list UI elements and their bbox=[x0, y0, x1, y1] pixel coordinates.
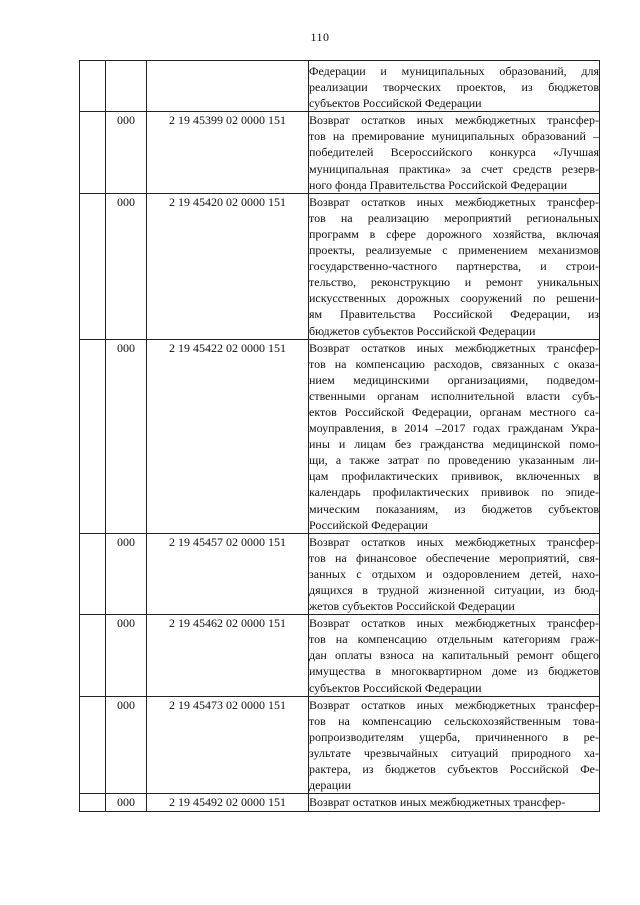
text-line: тов на компенсацию отдельным категориям граж- bbox=[309, 632, 599, 647]
text-line: тов на премирование муниципальных образований – bbox=[309, 129, 599, 144]
income-name-cell bbox=[309, 339, 600, 533]
budget-classification-code-cell: 2 19 45492 02 0000 151 bbox=[147, 794, 309, 812]
text-line: программ в сфере дорожного хозяйства, включая bbox=[309, 226, 599, 241]
table-row bbox=[80, 533, 600, 614]
text-line: Возврат остатков иных межбюджетных трансфер- bbox=[309, 616, 599, 631]
table-row bbox=[80, 794, 600, 812]
empty-cell bbox=[80, 696, 106, 794]
table-row bbox=[80, 696, 600, 794]
empty-cell bbox=[80, 339, 106, 533]
text-line: Федерации и муниципальных образований, для bbox=[309, 64, 599, 78]
admin-code-cell: 000 bbox=[106, 112, 147, 193]
budget-classification-code-cell: 2 19 45473 02 0000 151 bbox=[147, 696, 309, 794]
text-line: ям Правительства Российской Федерации, из bbox=[309, 307, 599, 322]
text-line: тов на финансовое обеспечение мероприятий, свя- bbox=[309, 550, 599, 565]
text-line: Возврат остатков иных межбюджетных трансфер- bbox=[309, 534, 599, 549]
text-line: победителей Всероссийского конкурса «Лучшая bbox=[309, 145, 599, 160]
income-name-cell bbox=[309, 61, 600, 112]
income-name-cell bbox=[309, 696, 600, 794]
income-name-cell bbox=[309, 533, 600, 614]
text-line: тов на компенсацию расходов, связанных с оказа- bbox=[309, 356, 599, 371]
text-line: цам профилактических прививок, включенных в bbox=[309, 469, 599, 484]
text-line: тов на компенсацию сельскохозяйственным това- bbox=[309, 713, 599, 728]
table-row bbox=[80, 339, 600, 533]
text-line: дящихся в трудной жизненной ситуации, из бюд- bbox=[309, 583, 599, 597]
admin-code-cell bbox=[106, 61, 147, 112]
budget-classification-code-cell bbox=[147, 61, 309, 112]
empty-cell bbox=[80, 794, 106, 812]
text-line: жетов субъектов Российской Федерации bbox=[309, 599, 515, 614]
text-line: субъектов Российской Федерации bbox=[309, 680, 482, 695]
text-line: тельство, реконструкцию и ремонт уникальных bbox=[309, 275, 599, 290]
budget-classification-code-cell: 2 19 45399 02 0000 151 bbox=[147, 112, 309, 193]
text-line: щи, а также затрат по проведению указанным ли- bbox=[309, 453, 599, 468]
text-line: имущества в многоквартирном доме из бюджетов bbox=[309, 664, 599, 679]
text-line: реализации творческих проектов, из бюджетов bbox=[309, 80, 599, 95]
text-line: Российской Федерации bbox=[309, 517, 428, 532]
page-number: 110 bbox=[310, 30, 330, 44]
text-line: ственными органам исполнительной власти субъ- bbox=[309, 388, 599, 403]
text-line: Возврат остатков иных межбюджетных трансфер- bbox=[309, 697, 599, 712]
text-line: ного фонда Правительства Российской Федерации bbox=[309, 177, 567, 192]
text-line: мическим показаниям, из бюджетов субъектов bbox=[309, 501, 599, 516]
budget-codes-table bbox=[79, 60, 600, 812]
empty-cell bbox=[80, 61, 106, 112]
text-line: дан оплаты взноса на капитальный ремонт общего bbox=[309, 648, 599, 663]
text-line: моуправления, в 2014 –2017 годах гражданам Укра- bbox=[309, 421, 599, 436]
text-line: дерации bbox=[309, 778, 352, 793]
table-row bbox=[80, 193, 600, 339]
empty-cell bbox=[80, 615, 106, 696]
admin-code-cell: 000 bbox=[106, 533, 147, 614]
text-line: ропроизводителям ущерба, причиненного в ре- bbox=[309, 729, 599, 744]
budget-classification-code-cell: 2 19 45457 02 0000 151 bbox=[147, 533, 309, 614]
text-line: субъектов Российской Федерации bbox=[309, 96, 482, 111]
text-line: бюджетов субъектов Российской Федерации bbox=[309, 323, 536, 338]
table-row bbox=[80, 112, 600, 193]
text-line: проекты, реализуемые с применением механизмов bbox=[309, 243, 599, 258]
text-line: зультате чрезвычайных ситуаций природного ха- bbox=[309, 745, 599, 760]
admin-code-cell: 000 bbox=[106, 339, 147, 533]
admin-code-cell: 000 bbox=[106, 615, 147, 696]
text-line: искусственных дорожных сооружений по решени- bbox=[309, 291, 599, 306]
text-line: Возврат остатков иных межбюджетных трансфер- bbox=[309, 340, 599, 355]
income-name-cell bbox=[309, 112, 600, 193]
budget-classification-code-cell: 2 19 45422 02 0000 151 bbox=[147, 339, 309, 533]
admin-code-cell: 000 bbox=[106, 193, 147, 339]
admin-code-cell: 000 bbox=[106, 794, 147, 812]
text-line: нием медицинскими организациями, подведом- bbox=[309, 372, 599, 387]
empty-cell bbox=[80, 112, 106, 193]
income-name-cell bbox=[309, 794, 600, 812]
text-line: муниципальная практика» за счет средств резерв- bbox=[309, 161, 599, 176]
text-line: рактера, из бюджетов субъектов Российской Фе- bbox=[309, 762, 599, 777]
income-name-cell bbox=[309, 193, 600, 339]
budget-classification-code-cell: 2 19 45462 02 0000 151 bbox=[147, 615, 309, 696]
text-line: Возврат остатков иных межбюджетных трансфер- bbox=[309, 194, 599, 209]
empty-cell bbox=[80, 193, 106, 339]
text-line: государственно-частного партнерства, и строи- bbox=[309, 259, 599, 274]
text-line: календарь профилактических прививок по эпиде- bbox=[309, 485, 599, 500]
text-line: Возврат остатков иных межбюджетных трансфер- bbox=[309, 113, 599, 128]
text-line: ектов Российской Федерации, органам местного са- bbox=[309, 404, 599, 419]
text-line: ины и лицам без гражданства медицинской помо- bbox=[309, 437, 599, 452]
budget-classification-code-cell: 2 19 45420 02 0000 151 bbox=[147, 193, 309, 339]
text-line: Возврат остатков иных межбюджетных трансфер- bbox=[309, 795, 566, 810]
text-line: занных с отдыхом и оздоровлением детей, нахо- bbox=[309, 566, 599, 581]
table-row bbox=[80, 61, 600, 112]
admin-code-cell: 000 bbox=[106, 696, 147, 794]
table-row bbox=[80, 615, 600, 696]
empty-cell bbox=[80, 533, 106, 614]
income-name-cell bbox=[309, 615, 600, 696]
text-line: тов на реализацию мероприятий региональных bbox=[309, 210, 599, 225]
